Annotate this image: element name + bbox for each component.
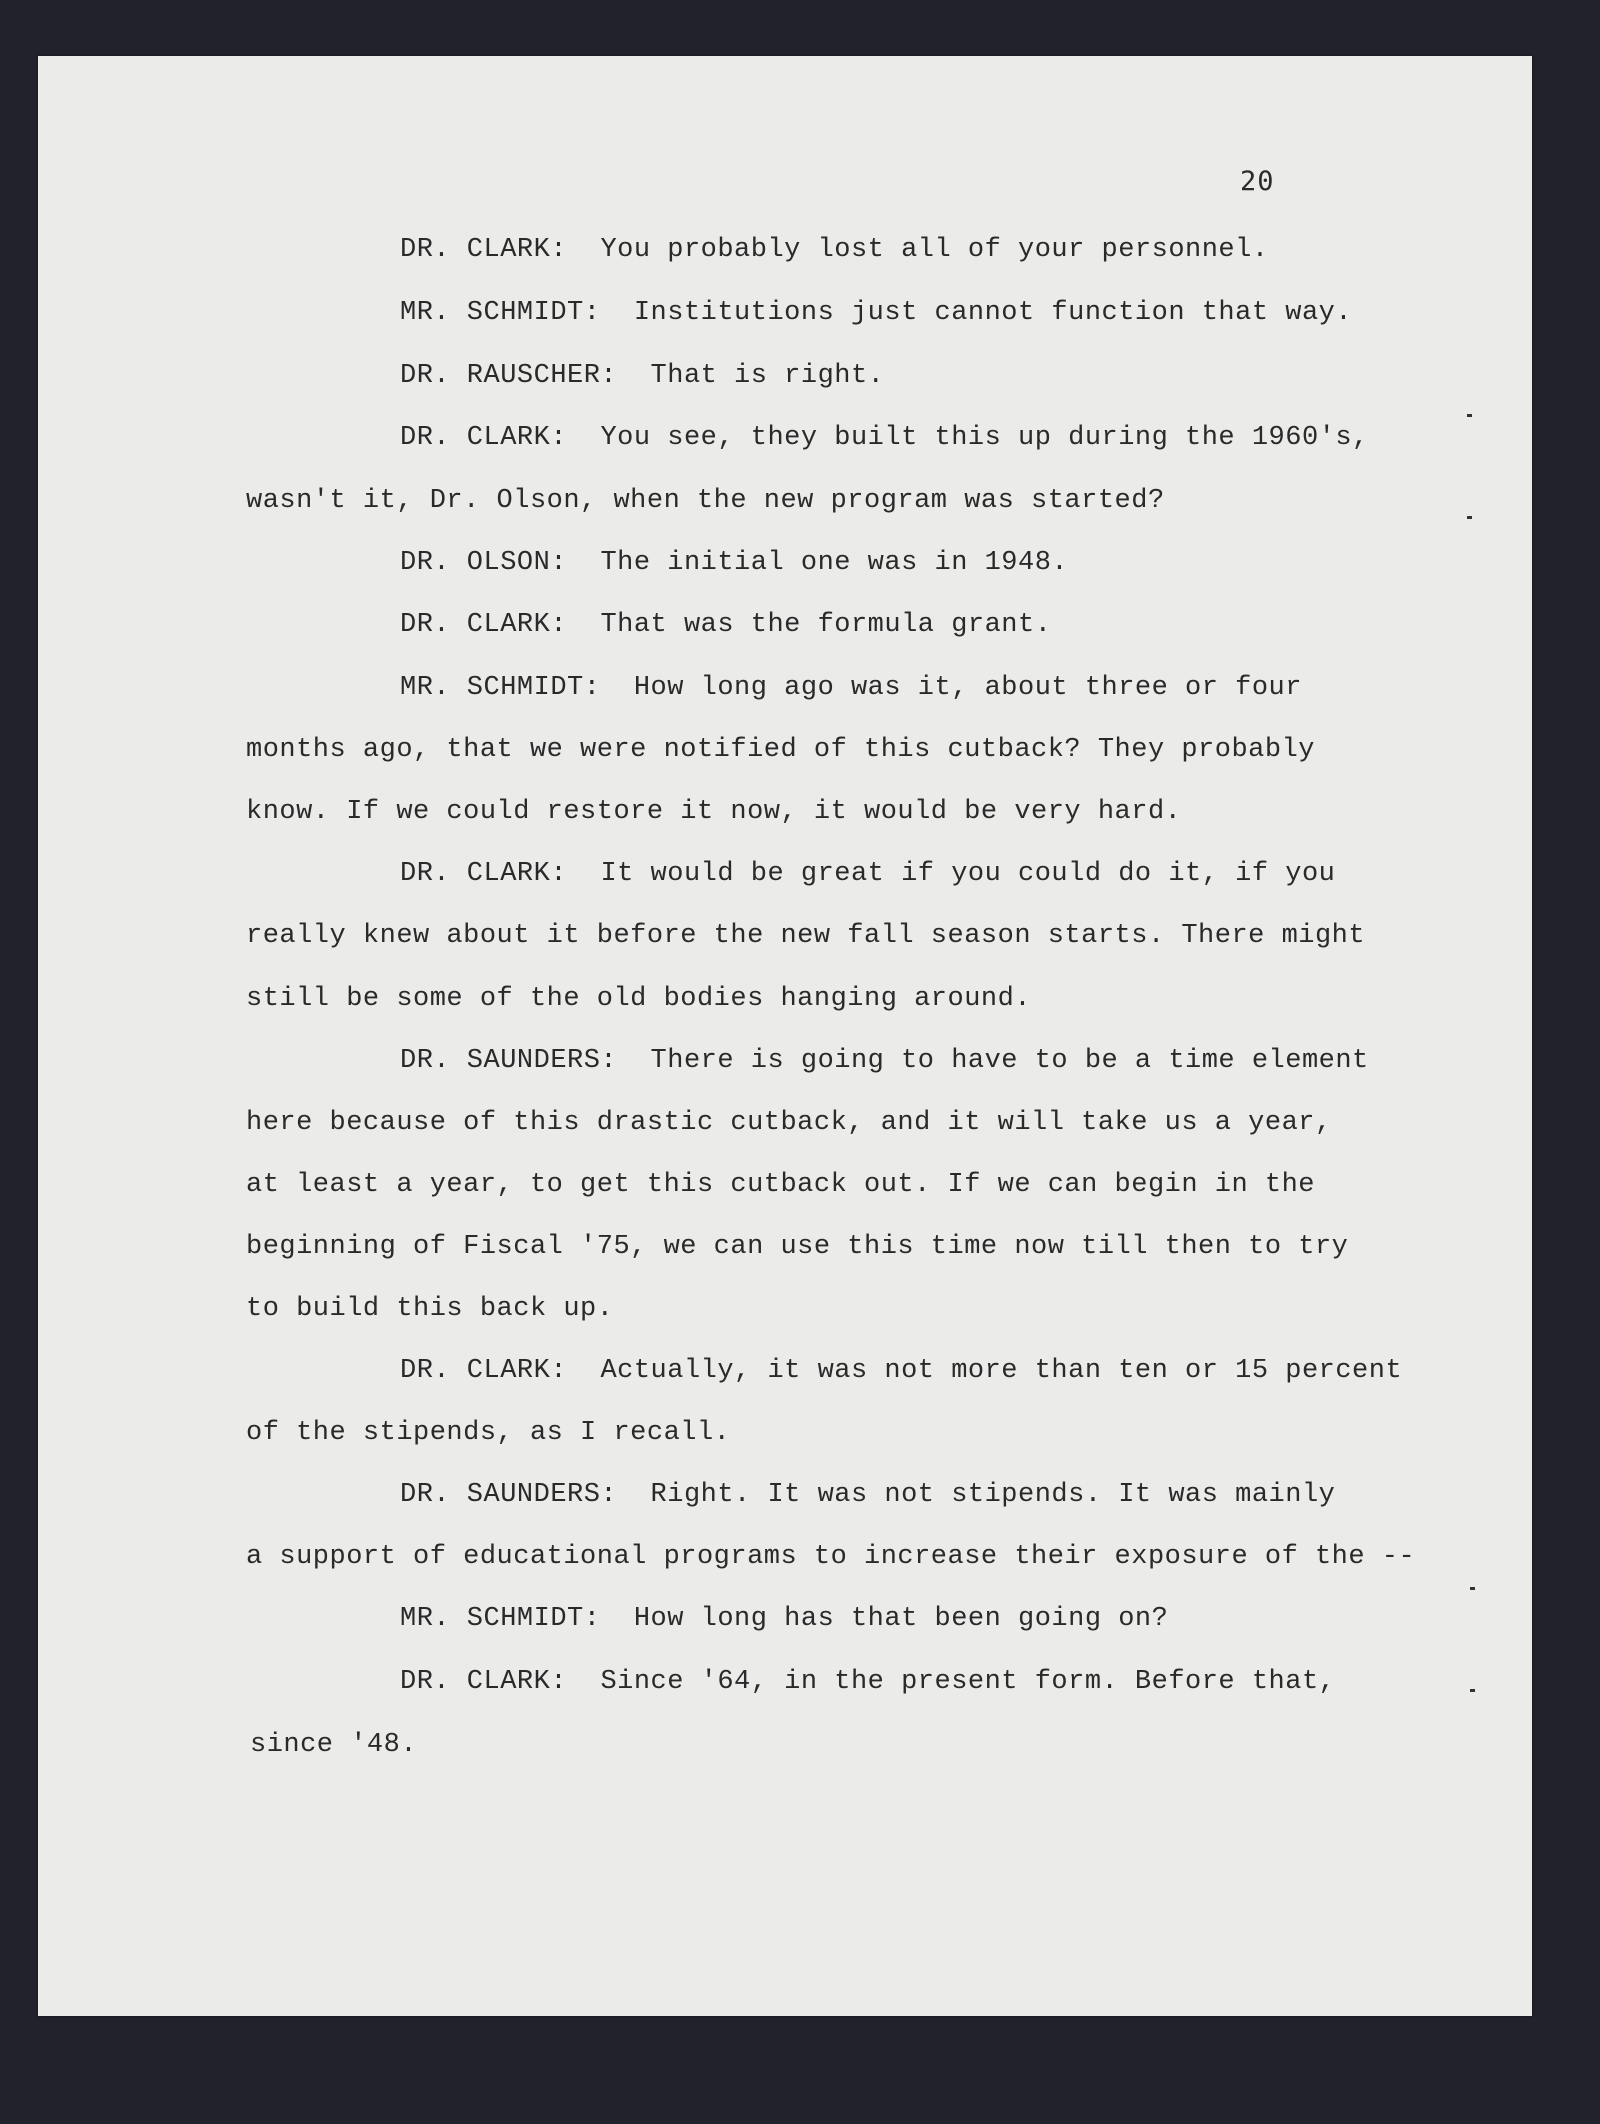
transcript-line: [400, 1046, 1369, 1076]
margin-mark: [1470, 1587, 1475, 1590]
line-text: wasn't it, Dr. Olson, when the new program was started?: [246, 486, 1165, 516]
transcript-line: [400, 1480, 1335, 1510]
page-number: 20: [1240, 166, 1275, 197]
speaker-label: DR. OLSON:: [400, 548, 568, 578]
line-text: since '48.: [250, 1730, 418, 1760]
speaker-label: DR. CLARK:: [400, 1356, 568, 1386]
transcript-line: [246, 1108, 1332, 1138]
transcript-line: [400, 859, 1335, 889]
line-text: Right. It was not stipends. It was mainly: [650, 1480, 1336, 1510]
transcript-line: [400, 1667, 1335, 1697]
transcript-line: [246, 921, 1365, 951]
speaker-label: DR. CLARK:: [400, 235, 568, 265]
speaker-label: DR. SAUNDERS:: [400, 1480, 618, 1510]
line-text: How long has that been going on?: [633, 1604, 1169, 1634]
transcript-line: [400, 361, 884, 391]
line-text: know. If we could restore it now, it would be very hard.: [246, 797, 1182, 827]
speaker-label: MR. SCHMIDT:: [400, 673, 601, 703]
margin-mark: [1467, 414, 1472, 417]
line-text: at least a year, to get this cutback out. If we can begin in the: [246, 1170, 1315, 1200]
transcript-line: [400, 673, 1302, 703]
speaker-label: DR. RAUSCHER:: [400, 361, 618, 391]
transcript-line: [246, 735, 1315, 765]
transcript-line: [246, 1294, 613, 1324]
line-text: You probably lost all of your personnel.: [600, 235, 1269, 265]
line-text: really knew about it before the new fall season starts. There might: [246, 921, 1366, 951]
speaker-label: DR. CLARK:: [400, 1667, 568, 1697]
transcript-line: [246, 1232, 1348, 1262]
transcript-line: [400, 1604, 1168, 1634]
line-text: beginning of Fiscal '75, we can use this time now till then to try: [246, 1232, 1349, 1262]
line-text: a support of educational programs to increase their exposure of the --: [246, 1542, 1416, 1572]
transcript-line: [246, 1170, 1315, 1200]
line-text: of the stipends, as I recall.: [246, 1418, 731, 1448]
speaker-label: MR. SCHMIDT:: [400, 298, 601, 328]
line-text: You see, they built this up during the 1960's,: [600, 423, 1369, 453]
transcript-line: [400, 610, 1051, 640]
margin-mark: [1467, 516, 1472, 519]
line-text: Actually, it was not more than ten or 15 percent: [600, 1356, 1403, 1386]
transcript-line: [246, 1418, 730, 1448]
line-text: to build this back up.: [246, 1294, 614, 1324]
transcript-line: [400, 1356, 1402, 1386]
line-text: There is going to have to be a time element: [650, 1046, 1369, 1076]
line-text: Institutions just cannot function that way.: [633, 298, 1353, 328]
document-page: [38, 56, 1532, 2016]
line-text: The initial one was in 1948.: [600, 548, 1069, 578]
line-text: That is right.: [650, 361, 885, 391]
speaker-label: MR. SCHMIDT:: [400, 1604, 601, 1634]
transcript-line: [400, 298, 1352, 328]
margin-mark: [1470, 1689, 1475, 1692]
line-text: here because of this drastic cutback, and it will take us a year,: [246, 1108, 1332, 1138]
line-text: Since '64, in the present form. Before that,: [600, 1667, 1336, 1697]
line-text: months ago, that we were notified of this cutback? They probably: [246, 735, 1315, 765]
speaker-label: DR. CLARK:: [400, 423, 568, 453]
line-text: That was the formula grant.: [600, 610, 1052, 640]
transcript-line: [400, 423, 1369, 453]
transcript-line: [400, 548, 1068, 578]
line-text: How long ago was it, about three or four: [633, 673, 1302, 703]
transcript-line: [246, 984, 1031, 1014]
transcript-line: [250, 1730, 417, 1760]
transcript-line: [400, 235, 1269, 265]
transcript-line: [246, 797, 1181, 827]
speaker-label: DR. CLARK:: [400, 610, 568, 640]
transcript-line: [246, 486, 1165, 516]
speaker-label: DR. CLARK:: [400, 859, 568, 889]
transcript-line: [246, 1542, 1415, 1572]
speaker-label: DR. SAUNDERS:: [400, 1046, 618, 1076]
line-text: still be some of the old bodies hanging around.: [246, 984, 1032, 1014]
line-text: It would be great if you could do it, if you: [600, 859, 1336, 889]
